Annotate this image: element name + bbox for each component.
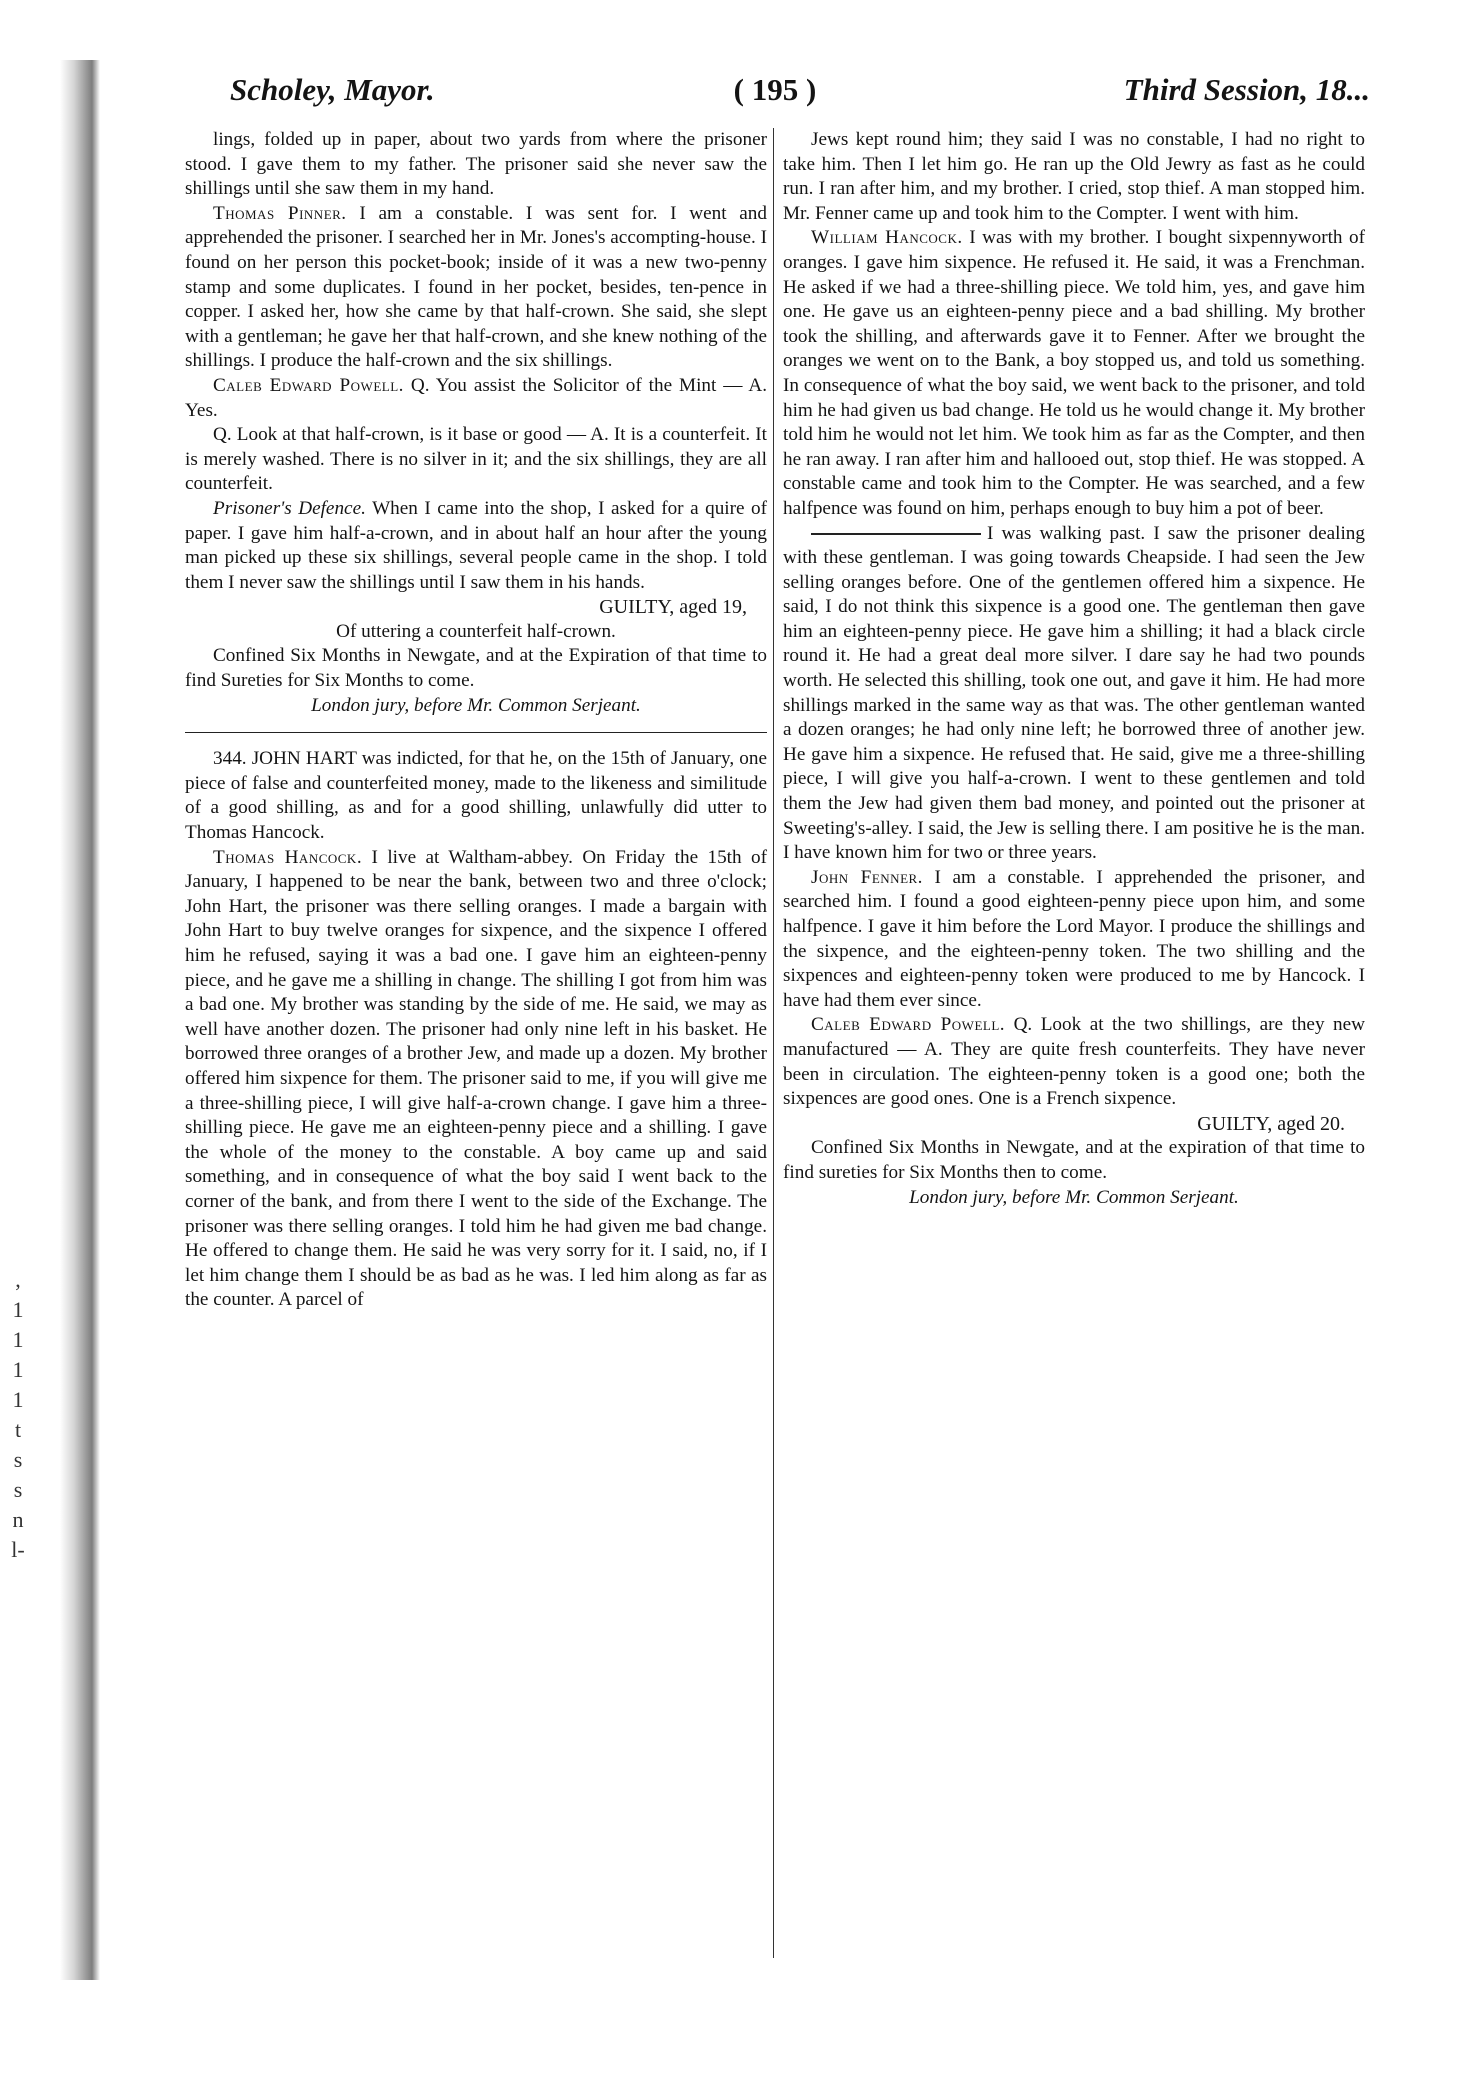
witness-name-dash (811, 533, 981, 535)
paragraph: Confined Six Months in Newgate, and at the Expiration of that time to find Sureties for Six Months to come. (185, 645, 767, 692)
jury-line: London jury, before Mr. Common Serjeant. (311, 694, 641, 716)
column-divider (773, 128, 774, 1958)
testimony-paragraph (783, 866, 1365, 1014)
testimony-text: I was walking past. I saw the prisoner dealing with these gentleman. I was going towards Cheapside. I had seen the Jew selling oranges before. One of the gentlemen offered him a sixpence. He said, I do not think this sixpence is a good one. The gentleman then gave him an eighteen-penny piece. He gave him a shilling; it had a black circle round it. He had a great deal more silver. I dare say he had two pounds worth. He selected this shilling, took one out, and gave it him. He had more shillings marked in the same way as that was. The other gentleman wanted a dozen oranges; he had only nine left; he borrowed three of another jew. He gave him a sixpence. He refused that. He said, give me a three-shilling piece, I will give you half-a-crown. I went to these gentlemen and told them the Jew had given them bad money, and pointed out the prisoner at Sweeting's-alley. I said, the Jew is selling there. I am positive he is the man. I have known him for two or three years. (783, 522, 1365, 864)
left-column (185, 128, 767, 1313)
margin-mark: n (12, 1507, 24, 1532)
header-left: Scholey, Mayor. (230, 72, 435, 107)
margin-marks (6, 1265, 30, 1565)
margin-mark: 1 (12, 1297, 24, 1322)
testimony-text: I am a constable. I was sent for. I went and apprehended the prisoner. I searched her in Mr. Jones's accompting-house. I found on her person this pocket-book; inside of it was a new two-penny stamp and some duplicates. I found in her pocket, besides, ten-pence in copper. I asked her, how she came by that half-crown. She said, she slept with a gentleman; he gave her that half-crown, and she knew nothing of the shillings. I produce the half-crown and the six shillings. (185, 202, 767, 372)
page-binding-edge (60, 60, 100, 1980)
margin-mark: 1 (12, 1387, 24, 1412)
margin-mark: l- (11, 1537, 25, 1562)
testimony-text: I am a constable. I apprehended the prisoner, and searched him. I found a good eighteen-penny piece upon him, and some halfpence. I gave it him before the Lord Mayor. I produce the shillings and the sixpence, and the eighteen-penny token. The two shilling and the sixpences and eighteen-penny token were produced to me by Hancock. I have had them ever since. (783, 866, 1366, 1011)
margin-mark: 1 (12, 1327, 24, 1352)
testimony-paragraph (185, 202, 767, 374)
unnamed-witness-paragraph (783, 522, 1365, 866)
header-right: Third Session, 18... (1123, 72, 1370, 107)
testimony-paragraph (185, 374, 767, 423)
speaker-name: Caleb Edward Powell. (213, 374, 404, 396)
margin-mark: , (15, 1267, 21, 1292)
margin-mark: s (13, 1447, 23, 1472)
section-rule (185, 732, 767, 733)
verdict: GUILTY, aged 19, (599, 596, 747, 619)
paragraph: Q. Look at that half-crown, is it base or good — A. It is a counterfeit. It is merely washed. There is no silver in it; and the six shillings, they are all counterfeit. (185, 424, 767, 495)
speaker-name: Caleb Edward Powell. (811, 1014, 1006, 1036)
charge-line: Of uttering a counterfeit half-crown. (336, 620, 616, 642)
testimony-paragraph (185, 846, 767, 1313)
testimony-paragraph (783, 226, 1365, 521)
page-number: ( 195 ) (733, 72, 817, 107)
verdict: GUILTY, aged 20. (1197, 1112, 1345, 1135)
paragraph: Jews kept round him; they said I was no constable, I had no right to take him. Then I let him go. He ran up the Old Jewry as fast as he could run. I ran after him, and my brother. I cried, stop thief. A man stopped him. Mr. Fenner came up and took him to the Compter. I went with him. (783, 129, 1365, 224)
margin-mark: 1 (12, 1357, 24, 1382)
paragraph: lings, folded up in paper, about two yards from where the prisoner stood. I gave them to my father. The prisoner said she never saw the shillings until she saw them in my hand. (185, 129, 767, 200)
testimony-text: When I came into the shop, I asked for a quire of paper. I gave him half-a-crown, and in about half an hour after the young man picked up these six shillings, several people came in the shop. I told them I never saw the shillings until I saw them in his hands. (185, 497, 768, 593)
testimony-paragraph (783, 1013, 1365, 1111)
speaker-name: Thomas Hancock. (213, 846, 363, 868)
paragraph: Confined Six Months in Newgate, and at the expiration of that time to find sureties for Six Months then to come. (783, 1137, 1365, 1183)
paragraph: 344. JOHN HART was indicted, for that he, on the 15th of January, one piece of false and counterfeited money, made to the likeness and similitude of a good shilling, as and for a good shilling, unlawfully did utter to Thomas Hancock. (185, 748, 767, 844)
speaker-name: William Hancock. (811, 227, 963, 249)
right-column (783, 128, 1365, 1210)
speaker-name: Prisoner's Defence. (213, 497, 366, 519)
speaker-name: Thomas Pinner. (213, 202, 347, 224)
testimony-text: Q. Look at the two shillings, are they new manufactured — A. They are quite fresh counterfeits. They have never been in circulation. The eighteen-penny token is a good one; both the sixpences are good ones. One is a French sixpence. (783, 1014, 1366, 1110)
testimony-text: Q. You assist the Solicitor of the Mint — A. Yes. (185, 374, 767, 421)
margin-mark: s (13, 1477, 23, 1502)
jury-line: London jury, before Mr. Common Serjeant. (909, 1186, 1239, 1208)
margin-mark: t (14, 1417, 22, 1442)
testimony-text: I live at Waltham-abbey. On Friday the 15th of January, I happened to be near the bank, between two and three o'clock; John Hart, the prisoner was there selling oranges. I made a bargain with John Hart to buy twelve oranges for sixpence, and the sixpence I offered him he refused, saying it was a bad one. I gave him an eighteen-penny piece, and he gave me a shilling in change. The shilling I got from him was a bad one. My brother was standing by the side of me. He said, we may as well have another dozen. The prisoner had only nine left in his basket. He borrowed three oranges of a brother Jew, and made up a dozen. My brother offered him sixpence for them. The prisoner said to me, if you will give me a three-shilling piece, I will give half-a-crown change. I gave him a three-shilling piece. He gave me an eighteen-penny piece and a shilling. I gave the whole of the money to the constable. A boy came up and said something, and in consequence of what the boy said I went back to the corner of the bank, and from there I went to the side of the Exchange. The prisoner was there selling oranges. I told him he had given me bad change. He offered to change them. He said he was very sorry for it. I said, no, if I let him change them I should be as bad as he was. I led him along as far as the counter. A parcel of (185, 846, 767, 1311)
testimony-text: I was with my brother. I bought sixpennyworth of oranges. I gave him sixpence. He refused it. He said, it was a Frenchman. He asked if we had a three-shilling piece. We told him, yes, and gave him one. He gave us an eighteen-penny piece and a bad shilling. My brother took the shilling, and afterwards gave it to Fenner. After we brought the oranges we went on to the Bank, a boy stopped us, and told us something. In consequence of what the boy said, we went back to the prisoner, and told him he had given us bad change. He told us he would change it. My brother told him he would not let him. We took him as far as the Compter, and then he ran away. I ran after him and hallooed out, stop thief. He was stopped. A constable came and took him to the Compter. He was searched, and a few halfpence was found on him, perhaps enough to buy him a pot of beer. (783, 227, 1366, 519)
speaker-name: John Fenner. (811, 866, 923, 888)
testimony-paragraph (185, 497, 767, 595)
page-header (230, 72, 1370, 122)
